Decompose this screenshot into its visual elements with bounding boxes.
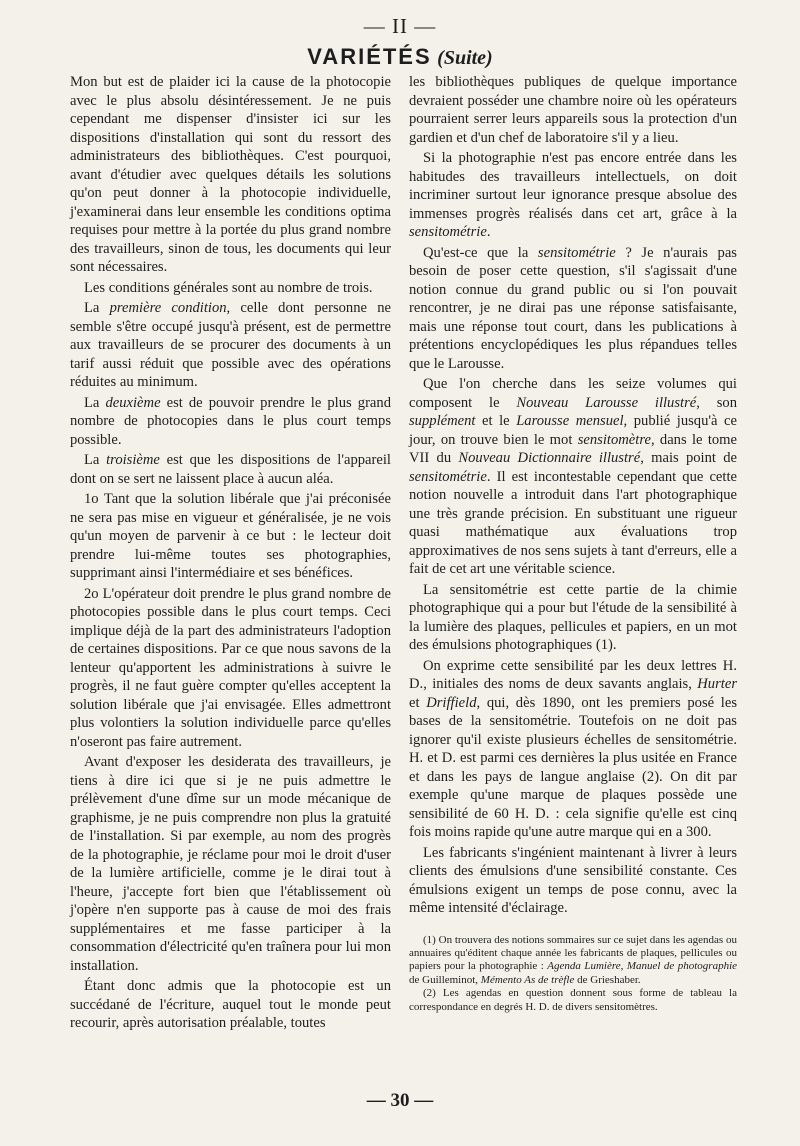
paragraph: La sensitométrie est cette partie de la chimie photographique qui a pour but l'étude de la sensibilité à la lumière des plaques, pellicules et papiers, en un mot des émulsions photographiques (1).: [409, 581, 737, 653]
title-suffix: (Suite): [437, 47, 493, 69]
footnote-1: (1) On trouvera des notions sommaires sur ce sujet dans les agendas ou annuaires qu'éditent chaque année les fabricants de plaques, pellicules ou papiers pour la photographie : Agenda Lumière, Manuel de photographie de Guilleminot, Mémento As de trèfle de Grieshaber.: [409, 933, 738, 986]
paragraph: les bibliothèques publiques de quelque importance devraient posséder une chambre noire où les opérateurs pourraient serrer leurs appareils sous la protection d'un gardien et d'un chef de laboratoire s'il y a lieu.: [409, 74, 737, 146]
paragraph: Qu'est-ce que la sensitométrie ? Je n'aurais pas besoin de poser cette question, s'il s'agissait d'une notion connue du grand public ou si l'on pouvait rencontrer, je ne dirai pas une réponse satisfaisante, mais une réponse tout court, dans les publications à prétentions encyclopédiques les plus répandues telles que le Larousse.: [409, 244, 737, 372]
footnotes: [409, 934, 737, 1014]
paragraph: Les fabricants s'ingénient maintenant à livrer à leurs clients des émulsions d'une sensibilité constante. Ces émulsions exigent un temps de pose connu, avec la même intensité d'éclairage.: [409, 844, 737, 916]
paragraph: Les conditions générales sont au nombre de trois.: [84, 279, 373, 296]
paragraph: Que l'on cherche dans les seize volumes qui composent le Nouveau Larousse illustré, son supplément et le Larousse mensuel, publié jusqu'à ce jour, on trouve bien le mot sensitomètre, dans le tome VII du Nouveau Dictionnaire illustré, mais point de sensitométrie. Il est incontestable cependant que cette notion nouvelle a introduit dans l'art photographique une très grande précision. En substituant une rigueur quasi mathématique aux évaluations trop approximatives de nos sens sujets à tant d'erreurs, elle a fait de cet art une véritable science.: [409, 376, 737, 577]
paragraph: Avant d'exposer les desiderata des travailleurs, je tiens à dire ici que si je ne puis admettre le prélèvement d'une dîme sur un mode mécanique de graphisme, je ne puis comprendre non plus la gratuité de l'installation. Si par exemple, au nom des progrès de la photographie, je réclame pour moi le droit d'user de la lumière artificielle, comme je le dirai tout à l'heure, j'accepte fort bien que l'établissement où j'opère n'en supporte pas à cause de moi des frais supplémentaires et me fasse participer à la consommation d'électricité qu'en traînera pour lui mon installation.: [70, 754, 391, 974]
section-title: [0, 44, 800, 71]
paragraph: Mon but est de plaider ici la cause de la photocopie avec le plus absolu désintéressement. Je ne puis cependant me dispenser d'insister ici sur les dispositions d'installation qui sont du ressort des administrateurs des bibliothèques. C'est pourquoi, avant d'étudier avec quelques détails les solutions qu'on peut donner à la photocopie individuelle, j'examinerai dans leur ensemble les conditions optima requises pour mettre à la portée du plus grand nombre des travailleurs, sinon de tous, les documents qui leur sont nécessaires.: [70, 74, 391, 275]
paragraph-first-condition: La première condition, celle dont personne ne semble s'être occupé jusqu'à présent, est de permettre aux travailleurs de se procurer des documents à un tarif aussi réduit que possible avec des opérations réduites au minimum.: [70, 300, 391, 390]
page-number: — 30 —: [366, 1090, 434, 1111]
paragraph: 1o Tant que la solution libérale que j'ai préconisée ne sera pas mise en vigueur et généralisée, je ne vois qu'un moyen de parvenir à ce but : le lecteur doit prendre lui-même toutes ses photographies, supprimant ainsi l'intermédiaire et ses bénéfices.: [70, 491, 391, 581]
paragraph: Si la photographie n'est pas encore entrée dans les habitudes des travailleurs intellectuels, on doit incriminer surtout leur ignorance presque absolue des immenses progrès réalisés dans cet art, grâce à la sensitométrie.: [409, 150, 737, 240]
title-main: VARIÉTÉS: [307, 44, 432, 69]
right-column: [409, 73, 737, 1014]
paragraph-third-condition: La troisième est que les dispositions de l'appareil dont on se sert ne laissent place à aucun aléa.: [70, 452, 391, 487]
paragraph: 2o L'opérateur doit prendre le plus grand nombre de photocopies possible dans le plus court temps. Ceci implique déjà de la part des administrateurs l'adoption de certaines dispositions. Par ce que nous savons de la lenteur qu'apportent les administrations à suivre le progrès, il ne faut guère compter qu'elles acceptent la solution libérale que j'ai envisagée. Elles admettront plus volontiers la solution individuelle parce qu'elles n'oseront pas faire autrement.: [70, 585, 391, 750]
paragraph-second-condition: La deuxième est de pouvoir prendre le plus grand nombre de photocopies dans le plus court temps possible.: [70, 394, 391, 448]
footnote-2: (2) Les agendas en question donnent sous forme de tableau la correspondance en degrés H. D. de divers sensitomètres.: [409, 987, 737, 1013]
paragraph: Étant donc admis que la photocopie est un succédané de l'écriture, auquel tout le monde peut recourir, après autorisation préalable, toutes: [70, 978, 391, 1031]
left-column: [70, 73, 391, 1033]
paragraph: On exprime cette sensibilité par les deux lettres H. D., initiales des noms de deux savants anglais, Hurter et Driffield, qui, dès 1890, ont les premiers posé les bases de la sensitométrie. Toutefois on ne doit pas ignorer qu'il existe plusieurs échelles de sensitométrie. H. et D. est parmi ces dernières la plus usitée en France et dans les pays de langue anglaise (2). On dit par exemple qu'une marque de plaques possède une sensibilité de 60 H. D. : cela signifie qu'elle est cinq fois moins rapide qu'une autre marque qui en a 300.: [409, 657, 737, 840]
page-header-roman: — II —: [363, 14, 437, 38]
